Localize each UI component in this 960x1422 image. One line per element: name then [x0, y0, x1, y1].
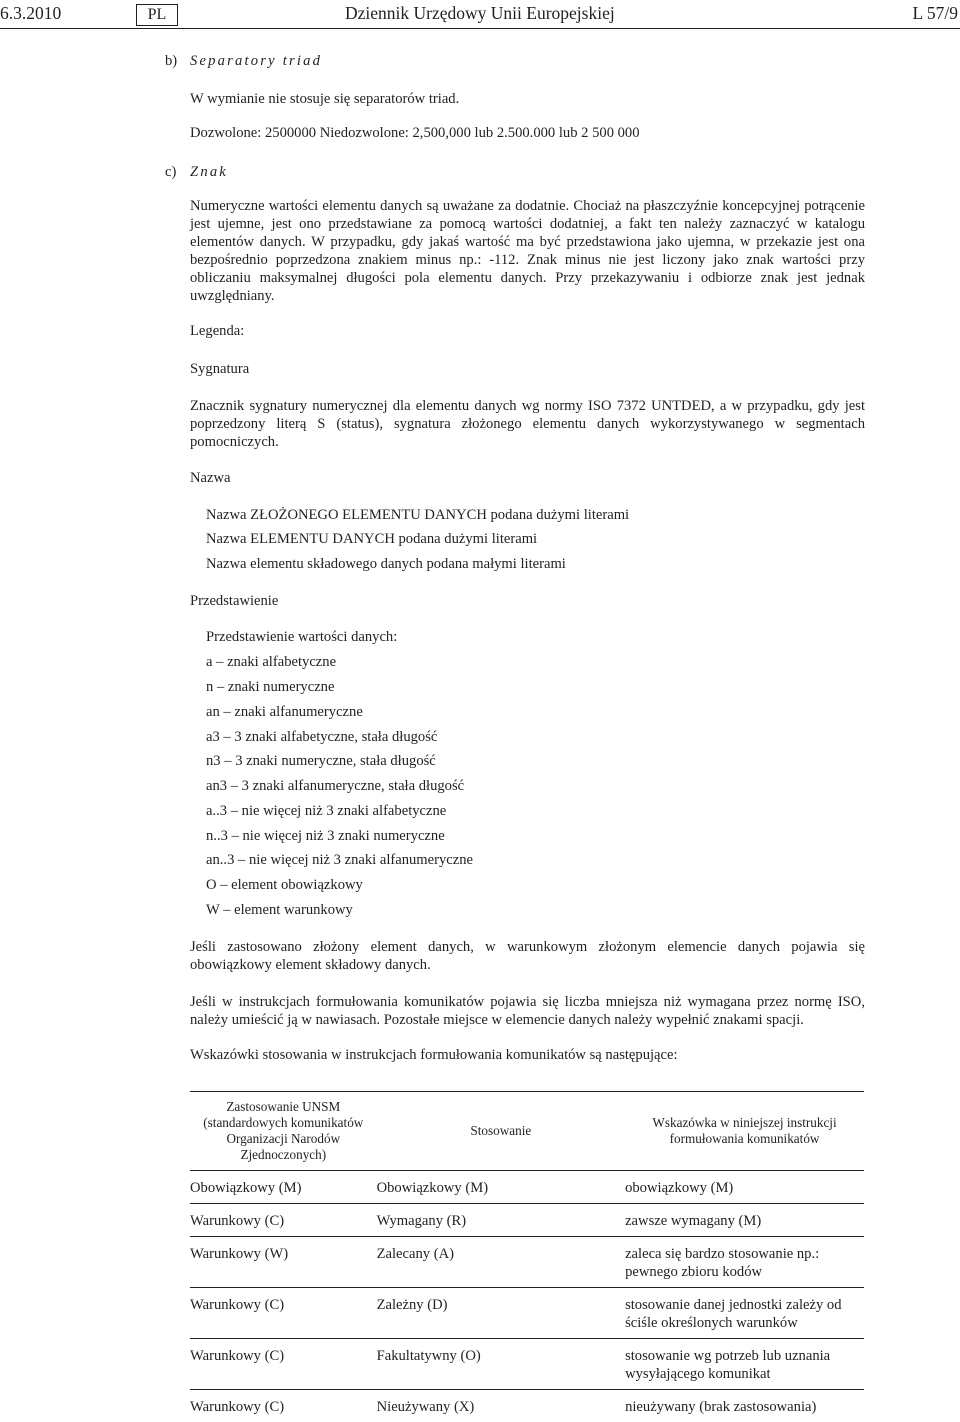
header-date: 6.3.2010	[0, 4, 61, 22]
table-cell: Nieużywany (X)	[377, 1390, 625, 1422]
page-number: L 57/9	[912, 4, 958, 22]
table-cell: Obowiązkowy (M)	[190, 1171, 377, 1204]
table-row	[190, 1339, 864, 1390]
representation-item: a – znaki alfabetyczne	[206, 653, 336, 671]
name-item: Nazwa ZŁOŻONEGO ELEMENTU DANYCH podana dużymi literami	[206, 506, 629, 524]
usage-table	[190, 1091, 864, 1422]
name-title: Nazwa	[190, 469, 231, 487]
table-cell: nieużywany (brak zastosowania)	[625, 1390, 864, 1422]
table-cell: stosowanie danej jednostki zależy od ściśle określonych warunków	[625, 1288, 864, 1339]
table-header-row	[190, 1092, 864, 1171]
table-cell: zaleca się bardzo stosowanie np.: pewnego zbioru kodów	[625, 1237, 864, 1288]
page-header	[0, 4, 960, 26]
table-row	[190, 1204, 864, 1237]
legend-paragraph-3: Wskazówki stosowania w instrukcjach formułowania komunikatów są następujące:	[190, 1046, 678, 1064]
representation-item: n3 – 3 znaki numeryczne, stała długość	[206, 752, 436, 770]
representation-item: n – znaki numeryczne	[206, 678, 334, 696]
table-cell: Warunkowy (C)	[190, 1339, 377, 1390]
table-header-cell: Stosowanie	[377, 1092, 625, 1171]
representation-item: an3 – 3 znaki alfanumeryczne, stała długość	[206, 777, 464, 795]
section-b-marker: b)	[165, 52, 177, 70]
section-b-heading: Separatory triad	[190, 52, 322, 70]
name-item: Nazwa elementu składowego danych podana małymi literami	[206, 555, 566, 573]
representation-item: an – znaki alfanumeryczne	[206, 703, 363, 721]
table-header-cell: Zastosowanie UNSM (standardowych komunikatów Organizacji Narodów Zjednoczonych)	[190, 1092, 377, 1171]
representation-item: W – element warunkowy	[206, 901, 353, 919]
table-cell: Warunkowy (C)	[190, 1288, 377, 1339]
legend-paragraph-2: Jeśli w instrukcjach formułowania komunikatów pojawia się liczba mniejsza niż wymagana przez normę ISO, należy umieścić ją w nawiasach. Pozostałe miejsce w elemencie danych należy wypełnić znakami spacji.	[190, 993, 865, 1029]
table-cell: zawsze wymagany (M)	[625, 1204, 864, 1237]
section-c-heading: Znak	[190, 163, 228, 181]
legend-title: Legenda:	[190, 322, 244, 340]
table-row	[190, 1171, 864, 1204]
table-cell: Zalecany (A)	[377, 1237, 625, 1288]
signature-text: Znacznik sygnatury numerycznej dla elementu danych wg normy ISO 7372 UNTDED, a w przypadku, gdy jest poprzedzony literą S (status), sygnatura złożonego elementu danych wykorzystywanego w segmentach pomocniczych.	[190, 397, 865, 451]
header-rule	[0, 28, 960, 29]
table-cell: Obowiązkowy (M)	[377, 1171, 625, 1204]
section-c-marker: c)	[165, 163, 176, 181]
table-cell: Wymagany (R)	[377, 1204, 625, 1237]
name-item: Nazwa ELEMENTU DANYCH podana dużymi literami	[206, 530, 537, 548]
table-row	[190, 1288, 864, 1339]
representation-item: O – element obowiązkowy	[206, 876, 363, 894]
table-cell: Fakultatywny (O)	[377, 1339, 625, 1390]
legend-paragraph-1: Jeśli zastosowano złożony element danych, w warunkowym złożonym elemencie danych pojawia się obowiązkowy element składowy danych.	[190, 938, 865, 974]
representation-intro: Przedstawienie wartości danych:	[206, 628, 397, 646]
table-cell: Warunkowy (C)	[190, 1390, 377, 1422]
table-row	[190, 1390, 864, 1422]
representation-item: a3 – 3 znaki alfabetyczne, stała długość	[206, 728, 437, 746]
table-row	[190, 1237, 864, 1288]
table-cell: stosowanie wg potrzeb lub uznania wysyłającego komunikat	[625, 1339, 864, 1390]
table-cell: Warunkowy (W)	[190, 1237, 377, 1288]
representation-title: Przedstawienie	[190, 592, 278, 610]
section-c-paragraph: Numeryczne wartości elementu danych są uważane za dodatnie. Chociaż na płaszczyźnie koncepcyjnej potrącenie jest ujemne, jest ono przedstawiane za pomocą wartości dodatniej, a fakt ten należy zaznaczyć w katalogu elementów danych. W przypadku, gdy jakaś wartość ma być przedstawiona jako ujemna, w przekazie jest ona bezpośrednio poprzedzona znakiem minus np.: -112. Znak minus nie jest liczony jako znak wartości przy obliczaniu maksymalnej długości pola elementu danych. Przy przekazywaniu i odbiorze znak jest jednak uwzględniany.	[190, 197, 865, 305]
representation-item: an..3 – nie więcej niż 3 znaki alfanumeryczne	[206, 851, 473, 869]
table-cell: Zależny (D)	[377, 1288, 625, 1339]
table-cell: obowiązkowy (M)	[625, 1171, 864, 1204]
signature-title: Sygnatura	[190, 360, 249, 378]
table-cell: Warunkowy (C)	[190, 1204, 377, 1237]
language-badge: PL	[136, 4, 178, 26]
section-b-line2: Dozwolone: 2500000 Niedozwolone: 2,500,000 lub 2.500.000 lub 2 500 000	[190, 124, 640, 142]
table-header-cell: Wskazówka w niniejszej instrukcji formułowania komunikatów	[625, 1092, 864, 1171]
representation-item: a..3 – nie więcej niż 3 znaki alfabetyczne	[206, 802, 446, 820]
section-b-line1: W wymianie nie stosuje się separatorów triad.	[190, 90, 459, 108]
journal-title: Dziennik Urzędowy Unii Europejskiej	[345, 4, 615, 22]
representation-item: n..3 – nie więcej niż 3 znaki numeryczne	[206, 827, 445, 845]
